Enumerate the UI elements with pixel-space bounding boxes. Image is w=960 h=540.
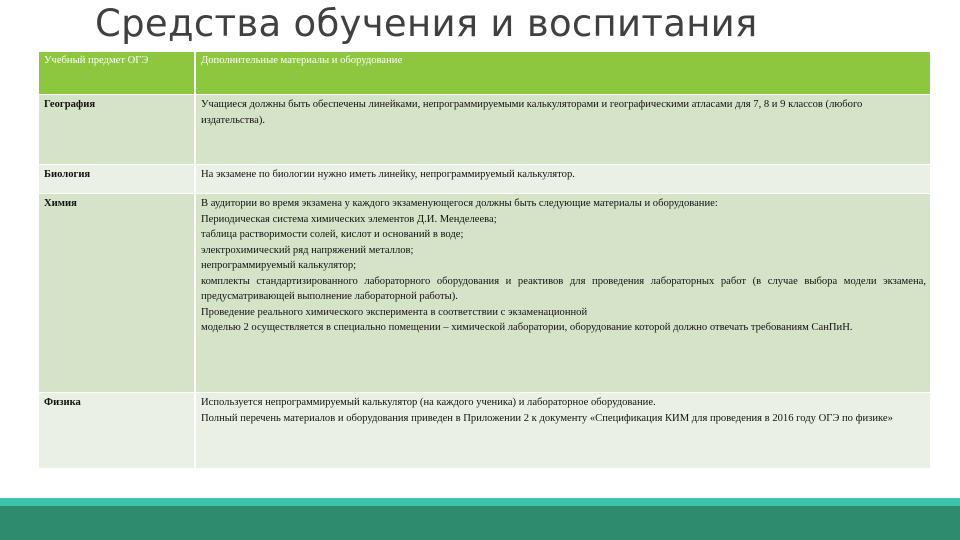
table-header-row [39,52,930,95]
footer-bar [0,506,960,540]
materials-line: комплекты стандартизированного лабораторного оборудования и реактивов для проведения лабораторных работ (в случае выбора модели экзамена, предусматривающей выполнение лабораторной работы). [201,275,926,302]
subject-cell: Физика [39,393,196,469]
materials-cell [196,95,930,165]
materials-line: таблица растворимости солей, кислот и оснований в воде; [201,229,464,240]
subject-cell: Биология [39,165,196,194]
column-header-materials: Дополнительные материалы и оборудование [196,52,930,95]
materials-line: Полный перечень материалов и оборудования приведен в Приложении 2 к документу «Спецификация КИМ для проведения в 2016 году ОГЭ по физике» [201,412,893,424]
materials-line: На экзамене по биологии нужно иметь линейку, непрограммируемый калькулятор. [201,169,575,180]
footer-accent-bar [0,498,960,506]
materials-cell [196,165,930,194]
page-title: Средства обучения и воспитания [95,2,758,45]
materials-line: Проведение реального химического эксперимента в соответствии с экзаменационной [201,306,588,318]
materials-cell [196,194,930,393]
materials-line: Периодическая система химических элементов Д.И. Менделеева; [201,213,497,225]
materials-line: непрограммируемый калькулятор; [201,260,357,271]
materials-line: Учащиеся должны быть обеспечены линейками, непрограммируемыми калькуляторами и географическими атласами для 7, 8 и 9 классов (любого [201,99,863,110]
materials-cell [196,393,930,469]
materials-line: электрохимический ряд напряжений металлов; [201,244,414,256]
column-header-subject: Учебный предмет ОГЭ [39,52,196,95]
materials-line: Используется непрограммируемый калькулятор (на каждого ученика) и лабораторное оборудование. [201,397,656,408]
materials-line: В аудитории во время экзамена у каждого экзаменующегося должны быть следующие материалы и оборудование: [201,198,718,209]
subject-cell: Химия [39,194,196,393]
materials-line: издательства). [201,114,266,126]
table-row [39,194,930,393]
table-row [39,95,930,165]
materials-table [39,52,930,469]
table-row [39,393,930,469]
subject-cell: География [39,95,196,165]
table-row [39,165,930,194]
materials-line: моделью 2 осуществляется в специально помещении – химической лаборатории, оборудование которой должно отвечать требованиям СанПиН. [201,322,853,333]
